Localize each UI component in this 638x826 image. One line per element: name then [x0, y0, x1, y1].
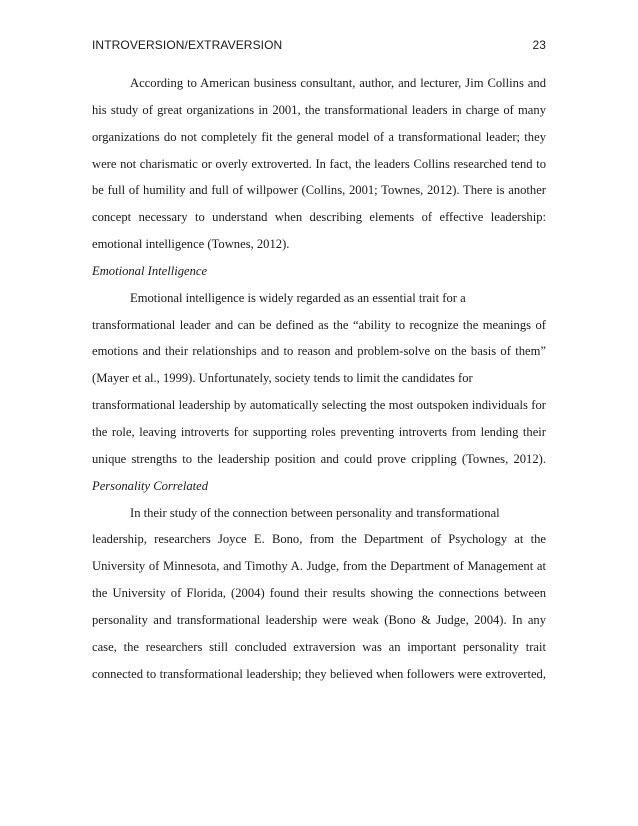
paragraph-line: Emotional intelligence is widely regarded as an essential trait for a — [130, 290, 466, 305]
paragraph-line: concept necessary to understand when describing elements of effective leadership: — [92, 210, 546, 225]
paragraph-line: were not charismatic or overly extroverted. In fact, the leaders Collins researched tend to — [92, 156, 546, 171]
paragraph-line: emotions and their relationships and to reason and problem-solve on the basis of them” — [92, 344, 546, 359]
paragraph-line: emotional intelligence (Townes, 2012). — [92, 237, 290, 252]
paragraph-line: his study of great organizations in 2001, the transformational leaders in charge of many — [92, 102, 546, 117]
section-heading-emotional-intelligence: Emotional Intelligence — [92, 263, 208, 278]
body-text — [92, 70, 546, 687]
paragraph-line: organizations do not completely fit the general model of a transformational leader; they — [92, 129, 546, 144]
page-number: 23 — [532, 38, 546, 52]
paragraph-line: In their study of the connection between personality and transformational — [130, 505, 500, 520]
paragraph-line: leadership, researchers Joyce E. Bono, from the Department of Psychology at the — [92, 532, 546, 547]
paragraph-line: According to American business consultant, author, and lecturer, Jim Collins and — [130, 76, 546, 90]
running-head-title: INTROVERSION/EXTRAVERSION — [92, 38, 283, 52]
paragraph-line: the role, leaving introverts for supporting roles preventing introverts from lending their — [92, 424, 546, 439]
paragraph-line: transformational leadership by automatically selecting the most outspoken individuals for — [92, 398, 546, 413]
paragraph-line: case, the researchers still concluded extraversion was an important personality trait — [92, 639, 546, 654]
paragraph-line: University of Minnesota, and Timothy A. Judge, from the Department of Management at — [92, 559, 546, 574]
paragraph-line: transformational leader and can be defined as the “ability to recognize the meanings of — [92, 317, 546, 332]
paragraph-line: connected to transformational leadership; they believed when followers were extroverted, — [92, 666, 546, 681]
paragraph-line: (Mayer et al., 1999). Unfortunately, society tends to limit the candidates for — [92, 371, 473, 386]
paragraph-line: unique strengths to the leadership position and could prove crippling (Townes, 2012). — [92, 451, 546, 466]
section-heading-personality-correlated: Personality Correlated — [92, 478, 209, 493]
running-head — [92, 38, 546, 54]
paragraph-line: personality and transformational leadership were weak (Bono & Judge, 2004). In any — [92, 612, 546, 627]
paragraph-line: be full of humility and full of willpower (Collins, 2001; Townes, 2012). There is another — [92, 183, 546, 198]
paragraph-line: the University of Florida, (2004) found their results showing the connections between — [92, 586, 546, 601]
